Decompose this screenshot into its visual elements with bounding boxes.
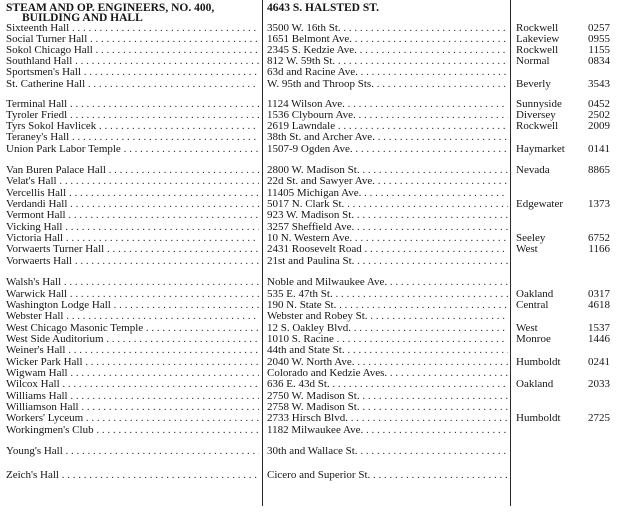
phone-exchange: Sunnyside <box>516 99 562 110</box>
phone-number: 0452 <box>588 99 610 110</box>
hall-name: Walsh's Hall . . . <box>6 277 259 288</box>
hall-address: 3257 Sheffield Ave. . . . <box>267 222 508 233</box>
hall-name: Workingmen's Club . . . <box>6 425 259 436</box>
phone-exchange: Monroe <box>516 334 551 345</box>
hall-name: Webster Hall . . . <box>6 311 259 322</box>
phone-number: 1537 <box>588 323 610 334</box>
hall-name: Southland Hall . . . <box>6 56 259 67</box>
hall-name: Van Buren Palace Hall . . . <box>6 165 259 176</box>
phone-exchange: West <box>516 244 538 255</box>
directory-row <box>0 368 621 379</box>
phone-number: 0241 <box>588 357 610 368</box>
phone-number: 2009 <box>588 121 610 132</box>
directory-row <box>0 176 621 187</box>
phone-exchange: Lakeview <box>516 34 560 45</box>
hall-address: 2040 W. North Ave. . . . <box>267 357 508 368</box>
hall-name: West Side Auditorium . . . <box>6 334 259 345</box>
directory-row <box>0 334 621 345</box>
phone-exchange: Normal <box>516 56 550 67</box>
phone-number: 3543 <box>588 79 610 90</box>
directory-row <box>0 379 621 390</box>
phone-number: 0834 <box>588 56 610 67</box>
phone-number: 2033 <box>588 379 610 390</box>
directory-row <box>0 391 621 402</box>
hall-name: Union Park Labor Temple . . . <box>6 144 259 155</box>
phone-exchange: Diversey <box>516 110 556 121</box>
directory-row <box>0 121 621 132</box>
directory-row <box>0 144 621 155</box>
phone-exchange: Oakland <box>516 379 554 390</box>
directory-row <box>0 222 621 233</box>
directory-row <box>0 345 621 356</box>
hall-address: 3500 W. 16th St. . . . <box>267 23 508 34</box>
hall-name: Teraney's Hall . . . <box>6 132 259 143</box>
hall-address: 535 E. 47th St. . . . <box>267 289 508 300</box>
directory-row <box>0 289 621 300</box>
hall-address: 1124 Wilson Ave. . . . <box>267 99 508 110</box>
hall-address: 2345 S. Kedzie Ave. . . . <box>267 45 508 56</box>
phone-number: 0257 <box>588 23 610 34</box>
phone-number: 6752 <box>588 233 610 244</box>
phone-exchange: West <box>516 323 538 334</box>
directory-row <box>0 23 621 34</box>
hall-address: 2733 Hirsch Blvd. . . . <box>267 413 508 424</box>
directory-row <box>0 34 621 45</box>
directory-row <box>0 323 621 334</box>
hall-address: 923 W. Madison St. . . . <box>267 210 508 221</box>
hall-name: Vorwaerts Hall . . . <box>6 256 259 267</box>
phone-number: 2725 <box>588 413 610 424</box>
hall-address: 1651 Belmont Ave. . . . <box>267 34 508 45</box>
directory-row <box>0 188 621 199</box>
phone-number: 0141 <box>588 144 610 155</box>
hall-address: Webster and Robey St. . . . <box>267 311 508 322</box>
hall-address: W. 95th and Throop Sts. . . . <box>267 79 508 90</box>
directory-row <box>0 110 621 121</box>
hall-address: 30th and Wallace St. . . . <box>267 446 508 457</box>
hall-name: Wicker Park Hall . . . <box>6 357 259 368</box>
directory-row <box>0 199 621 210</box>
phone-exchange: Central <box>516 300 549 311</box>
directory-row <box>0 165 621 176</box>
directory-row <box>0 300 621 311</box>
phone-number: 1373 <box>588 199 610 210</box>
hall-address: 38th St. and Archer Ave. . . . <box>267 132 508 143</box>
header-left-line2: BUILDING AND HALL <box>22 12 143 24</box>
hall-name: Terminal Hall . . . <box>6 99 259 110</box>
hall-name: Sportsmen's Hall . . . <box>6 67 259 78</box>
hall-address: 1010 S. Racine . . . <box>267 334 508 345</box>
hall-name: Sixteenth Hall . . . <box>6 23 259 34</box>
hall-address: 11405 Michigan Ave. . . . <box>267 188 508 199</box>
directory-row <box>0 132 621 143</box>
hall-address: Cicero and Superior St. . . . <box>267 470 508 481</box>
phone-number: 4618 <box>588 300 610 311</box>
hall-name: West Chicago Masonic Temple . . . <box>6 323 259 334</box>
directory-row <box>0 210 621 221</box>
hall-address: Noble and Milwaukee Ave. . . . <box>267 277 508 288</box>
directory-row <box>0 277 621 288</box>
hall-address: 44th and State St. . . . <box>267 345 508 356</box>
hall-name: Vicking Hall . . . <box>6 222 259 233</box>
hall-name: St. Catherine Hall . . . <box>6 79 259 90</box>
hall-name: Zeich's Hall . . . <box>6 470 259 481</box>
phone-exchange: Oakland <box>516 289 554 300</box>
directory-row <box>0 244 621 255</box>
phone-exchange: Humboldt <box>516 413 561 424</box>
hall-name: Victoria Hall . . . <box>6 233 259 244</box>
phone-exchange: Beverly <box>516 79 551 90</box>
phone-number: 0317 <box>588 289 610 300</box>
hall-name: Weiner's Hall . . . <box>6 345 259 356</box>
hall-name: Wigwam Hall . . . <box>6 368 259 379</box>
phone-exchange: Seeley <box>516 233 546 244</box>
hall-address: 12 S. Oakley Blvd. . . . <box>267 323 508 334</box>
phone-number: 0955 <box>588 34 610 45</box>
phone-exchange: Haymarket <box>516 144 565 155</box>
hall-name: Tyroler Friedl . . . <box>6 110 259 121</box>
phone-exchange: Rockwell <box>516 121 559 132</box>
header-right: 4643 S. HALSTED ST. <box>267 2 379 14</box>
phone-exchange: Nevada <box>516 165 550 176</box>
hall-address: 5017 N. Clark St. . . . <box>267 199 508 210</box>
phone-number: 1446 <box>588 334 610 345</box>
directory-row <box>0 425 621 436</box>
hall-address: 190 N. State St. . . . <box>267 300 508 311</box>
hall-name: Sokol Chicago Hall . . . <box>6 45 259 56</box>
phone-exchange: Rockwell <box>516 23 559 34</box>
phone-exchange: Rockwell <box>516 45 559 56</box>
phone-number: 8865 <box>588 165 610 176</box>
hall-address: 10 N. Western Ave. . . . <box>267 233 508 244</box>
hall-address: 63d and Racine Ave. . . . <box>267 67 508 78</box>
hall-name: Social Turner Hall . . . <box>6 34 259 45</box>
header-left-line1: STEAM AND OP. ENGINEERS, NO. 400, <box>6 2 215 14</box>
hall-name: Tyrs Sokol Havlicek . . . <box>6 121 259 132</box>
directory-row <box>0 79 621 90</box>
hall-name: Williamson Hall . . . <box>6 402 259 413</box>
hall-address: 2800 W. Madison St. . . . <box>267 165 508 176</box>
hall-address: 2431 Roosevelt Road . . . <box>267 244 508 255</box>
directory-row <box>0 402 621 413</box>
hall-address: 21st and Paulina St. . . . <box>267 256 508 267</box>
directory-row <box>0 99 621 110</box>
phone-number: 1166 <box>588 244 610 255</box>
hall-name: Williams Hall . . . <box>6 391 259 402</box>
directory-row <box>0 446 621 457</box>
hall-address: 22d St. and Sawyer Ave. . . . <box>267 176 508 187</box>
hall-name: Workers' Lyceum . . . <box>6 413 259 424</box>
hall-address: Colorado and Kedzie Aves. . . . <box>267 368 508 379</box>
hall-name: Verdandi Hall . . . <box>6 199 259 210</box>
hall-name: Wilcox Hall . . . <box>6 379 259 390</box>
hall-address: 1507-9 Ogden Ave. . . . <box>267 144 508 155</box>
hall-name: Vercellis Hall . . . <box>6 188 259 199</box>
hall-address: 2750 W. Madison St. . . . <box>267 391 508 402</box>
hall-address: 2619 Lawndale . . . <box>267 121 508 132</box>
phone-number: 2502 <box>588 110 610 121</box>
hall-name: Vermont Hall . . . <box>6 210 259 221</box>
directory-row <box>0 45 621 56</box>
directory-row <box>0 256 621 267</box>
directory-row <box>0 413 621 424</box>
phone-exchange: Edgewater <box>516 199 564 210</box>
hall-name: Young's Hall . . . <box>6 446 259 457</box>
directory-row <box>0 357 621 368</box>
hall-name: Warwick Hall . . . <box>6 289 259 300</box>
hall-name: Washington Lodge Hall . . . <box>6 300 259 311</box>
hall-name: Velat's Hall . . . <box>6 176 259 187</box>
phone-exchange: Humboldt <box>516 357 561 368</box>
hall-address: 636 E. 43d St. . . . <box>267 379 508 390</box>
directory-row <box>0 233 621 244</box>
hall-address: 2758 W. Madison St. . . . <box>267 402 508 413</box>
hall-address: 1182 Milwaukee Ave. . . . <box>267 425 508 436</box>
hall-address: 1536 Clybourn Ave. . . . <box>267 110 508 121</box>
directory-row <box>0 56 621 67</box>
directory-row <box>0 67 621 78</box>
directory-row <box>0 311 621 322</box>
hall-name: Vorwaerts Turner Hall . . . <box>6 244 259 255</box>
phone-number: 1155 <box>588 45 610 56</box>
hall-address: 812 W. 59th St. . . . <box>267 56 508 67</box>
directory-row <box>0 470 621 481</box>
